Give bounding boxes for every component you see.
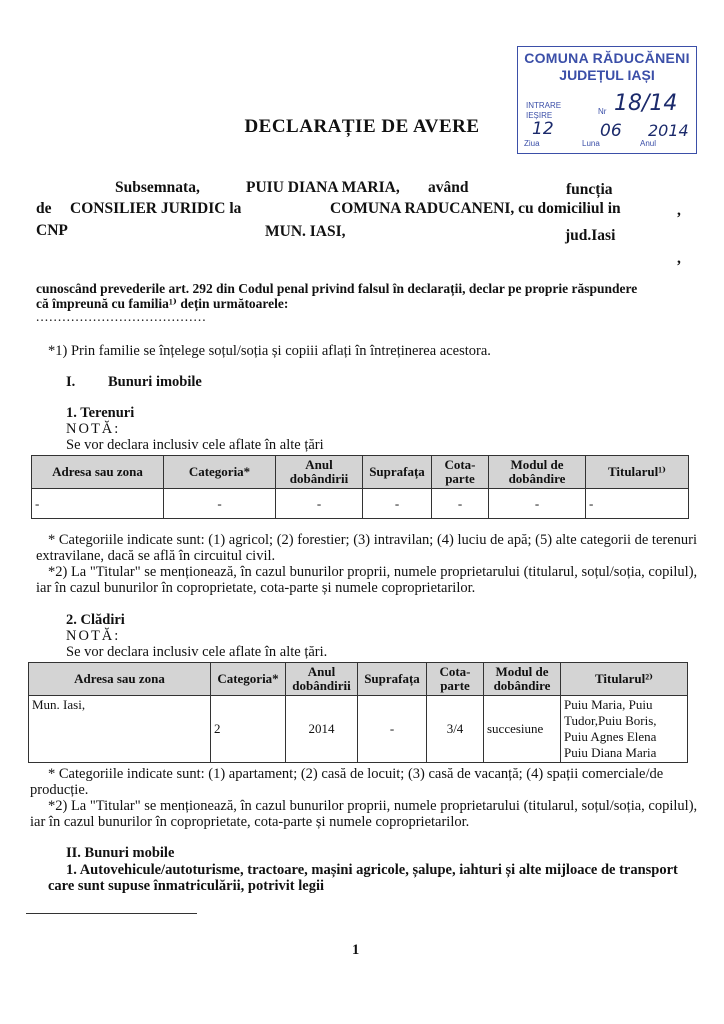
land-cell-year: - xyxy=(276,489,363,519)
header-functia: funcția xyxy=(566,181,613,198)
page-number: 1 xyxy=(352,942,360,958)
holder-line: Puiu Agnes Elena xyxy=(564,729,657,744)
holder-line: Puiu Diana Maria xyxy=(564,745,657,760)
stamp-hand-year: 2014 xyxy=(648,121,689,140)
land-col-holder: Titularul¹⁾ xyxy=(586,456,689,489)
bld-col-year: Anul dobândirii xyxy=(286,663,358,696)
bld-col-category: Categoria* xyxy=(211,663,286,696)
bld-cell-year: 2014 xyxy=(286,696,358,763)
bld-note1-line1: * Categoriile indicate sunt: (1) apartament; (2) casă de locuit; (3) casă de vacanță; (4) spații comerciale/de xyxy=(48,766,664,782)
bld-cell-address: Mun. Iasi, xyxy=(29,696,211,763)
buildings-table-header xyxy=(29,663,688,696)
bld-cell-category: 2 xyxy=(211,696,286,763)
land-cell-category: - xyxy=(164,489,276,519)
land-cell-address: - xyxy=(32,489,164,519)
land-table-header xyxy=(32,456,689,489)
stamp-nr: Nr xyxy=(598,107,607,116)
holder-line: Tudor,Puiu Boris, xyxy=(564,713,657,728)
bld-col-area: Suprafața xyxy=(358,663,427,696)
stamp-anul: Anul xyxy=(640,139,657,148)
stamp-hand-month: 06 xyxy=(600,121,622,141)
header-subsemnata: Subsemnata, xyxy=(115,179,200,196)
stamp-line1: COMUNA RĂDUCĂNENI xyxy=(524,50,690,66)
bld-col-share: Cota-parte xyxy=(427,663,484,696)
stamp-line2: JUDEȚUL IAȘI xyxy=(559,67,655,83)
land-col-mode: Modul de dobândire xyxy=(489,456,586,489)
bld-cell-area: - xyxy=(358,696,427,763)
land-note2-line2: iar în cazul bunurilor în coproprietate, cota-parte și numele coproprietarilor. xyxy=(36,580,476,596)
document-title: DECLARAȚIE DE AVERE xyxy=(244,116,480,137)
family-note: *1) Prin familie se înțelege soțul/soția și copiii aflați în întreținerea acestora. xyxy=(48,343,491,359)
stamp-intrare: INTRARE xyxy=(526,101,562,110)
land-col-share: Cota-parte xyxy=(432,456,489,489)
bld-cell-mode: succesiune xyxy=(484,696,561,763)
table-row xyxy=(32,489,689,519)
bld-note2-line1: *2) La "Titular" se menționează, în cazul bunurilor proprii, numele proprietarului (titularul, soțul/soția, copilul), xyxy=(48,798,698,814)
land-col-category: Categoria* xyxy=(164,456,276,489)
buildings-title: 2. Clădiri xyxy=(66,612,125,628)
land-nota: NOTĂ: xyxy=(66,421,121,437)
intro-dots: ....................................... xyxy=(36,309,207,324)
bld-col-address: Adresa sau zona xyxy=(29,663,211,696)
stamp-hand-number: 18/14 xyxy=(614,91,678,116)
land-col-address: Adresa sau zona xyxy=(32,456,164,489)
table-row xyxy=(29,696,688,763)
land-table xyxy=(31,455,689,519)
header-comma1: , xyxy=(677,202,681,219)
bld-cell-holder xyxy=(561,696,688,763)
bld-note1-line2: producție. xyxy=(30,782,89,798)
land-cell-area: - xyxy=(363,489,432,519)
section2-title: II. Bunuri mobile xyxy=(66,845,175,861)
header-county: jud.Iasi xyxy=(565,227,616,244)
footnote-separator xyxy=(26,913,197,914)
land-cell-share: - xyxy=(432,489,489,519)
intro-line1: cunoscând prevederile art. 292 din Codul penal privind falsul în declarații, declar pe proprie răspundere xyxy=(36,281,638,296)
holder-line: Puiu Maria, Puiu xyxy=(564,697,653,712)
land-note2-line1: *2) La "Titular" se menționează, în cazul bunurilor proprii, numele proprietarului (titularul, soțul/soția, copilul), xyxy=(48,564,698,580)
stamp-iesire: IEȘIRE xyxy=(526,111,553,120)
header-avand: având xyxy=(428,179,469,196)
section2-sub1-line1: 1. Autovehicule/autoturisme, tractoare, mașini agricole, șalupe, iahturi și alte mijloace de transport xyxy=(66,862,678,878)
header-comma2: , xyxy=(677,250,681,267)
header-institution: COMUNA RADUCANENI, cu domiciliul in xyxy=(330,200,621,217)
header-name: PUIU DIANA MARIA, xyxy=(246,179,400,196)
bld-col-mode: Modul de dobândire xyxy=(484,663,561,696)
buildings-table xyxy=(28,662,688,763)
stamp-ziua: Ziua xyxy=(524,139,540,148)
bld-cell-share: 3/4 xyxy=(427,696,484,763)
buildings-nota-text: Se vor declara inclusiv cele aflate în alte țări. xyxy=(66,644,328,660)
land-note1-line1: * Categoriile indicate sunt: (1) agricol; (2) forestier; (3) intravilan; (4) luciu de apă; (5) alte categorii de terenuri xyxy=(48,532,698,548)
land-cell-holder: - xyxy=(586,489,689,519)
land-col-area: Suprafața xyxy=(363,456,432,489)
land-nota-text: Se vor declara inclusiv cele aflate în alte țări xyxy=(66,437,324,453)
bld-note2-line2: iar în cazul bunurilor în coproprietate, cota-parte și numele coproprietarilor. xyxy=(30,814,470,830)
land-cell-mode: - xyxy=(489,489,586,519)
section2-sub1-line2: care sunt supuse înmatriculării, potrivit legii xyxy=(48,878,325,894)
land-col-year: Anul dobândirii xyxy=(276,456,363,489)
section1-number: I. xyxy=(66,374,76,390)
buildings-nota: NOTĂ: xyxy=(66,628,121,644)
land-title: 1. Terenuri xyxy=(66,405,135,421)
header-position: CONSILIER JURIDIC la xyxy=(70,200,242,217)
land-note1-line2: extravilane, dacă se află în circuitul civil. xyxy=(36,548,276,564)
header-de: de xyxy=(36,200,52,217)
stamp-luna: Luna xyxy=(582,139,600,148)
bld-col-holder: Titularul²⁾ xyxy=(561,663,688,696)
header-city: MUN. IASI, xyxy=(265,223,346,240)
stamp-hand-day: 12 xyxy=(532,119,554,139)
intro-line2: că împreună cu familia¹⁾ dețin următoarele: xyxy=(36,296,289,311)
header-cnp: CNP xyxy=(36,222,68,239)
section1-title: Bunuri imobile xyxy=(108,374,202,390)
